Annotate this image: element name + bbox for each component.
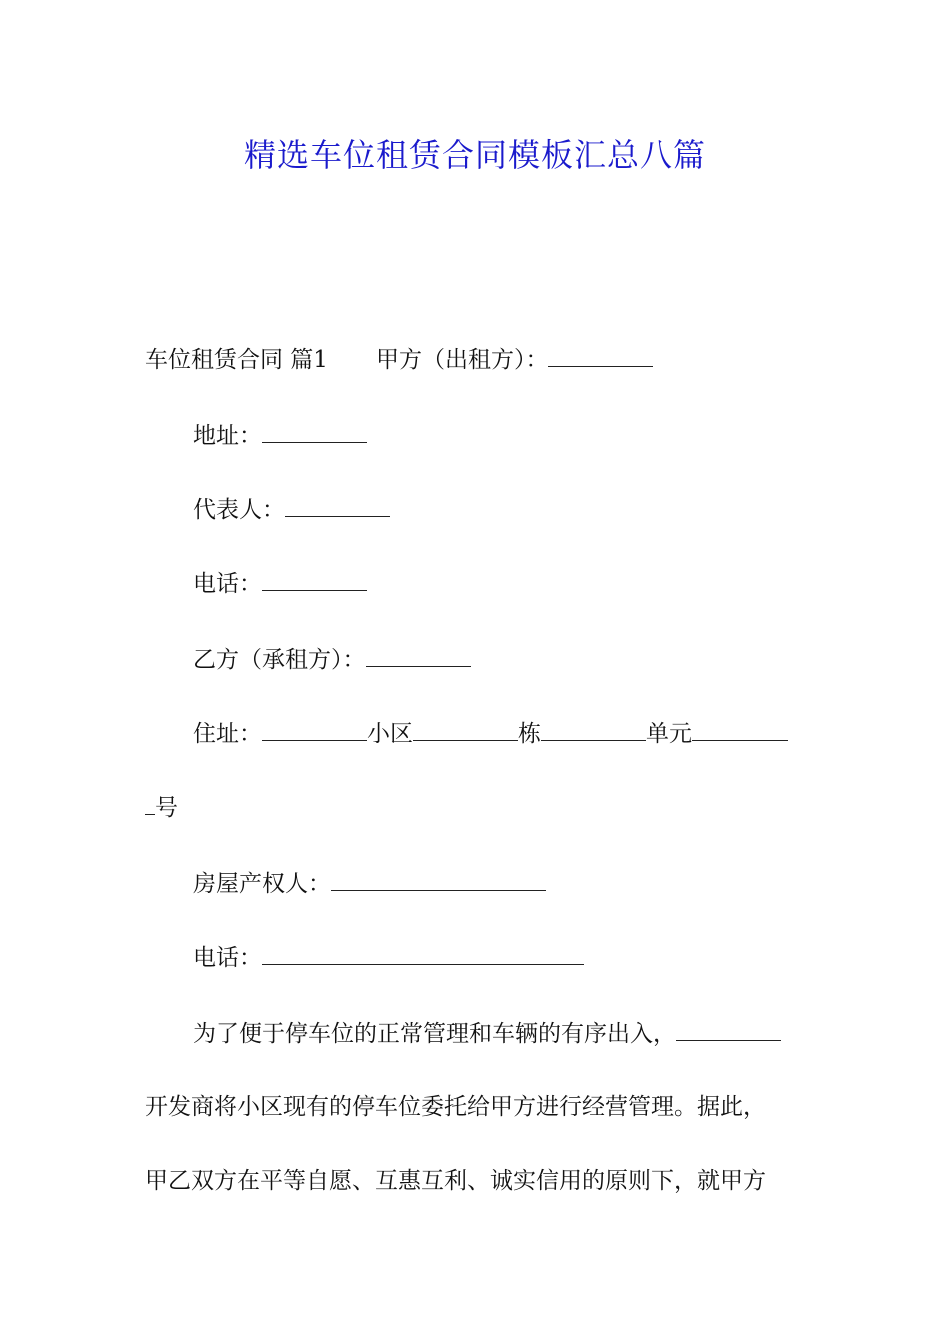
paragraph-line-3 (145, 1166, 766, 1196)
building-label: 栋 (518, 721, 541, 747)
community-blank[interactable] (413, 718, 518, 741)
address-label: 地址： (193, 423, 262, 449)
paragraph-text-3: 甲乙双方在平等自愿、互惠互利、诚实信用的原则下，就甲方 (145, 1168, 766, 1194)
number-label: 号 (155, 795, 178, 821)
representative-line (193, 494, 390, 525)
unit-label: 单元 (646, 721, 692, 747)
party-a-line (145, 344, 653, 375)
owner-label: 房屋产权人： (193, 871, 331, 897)
document-title: 精选车位租赁合同模板汇总八篇 (243, 136, 706, 174)
section-heading: 车位租赁合同 篇1 (145, 347, 328, 373)
paragraph-line-2 (145, 1092, 766, 1122)
address-blank[interactable] (262, 420, 367, 443)
representative-label: 代表人： (193, 497, 285, 523)
phone2-blank[interactable] (262, 942, 584, 965)
phone2-line (193, 942, 584, 973)
party-b-blank[interactable] (366, 644, 471, 667)
phone-label: 电话： (193, 571, 262, 597)
residence-blank[interactable] (262, 718, 367, 741)
party-b-label: 乙方（承租方）： (193, 647, 366, 673)
number-line (145, 792, 178, 823)
owner-blank[interactable] (331, 868, 546, 891)
representative-blank[interactable] (285, 494, 390, 517)
community-label: 小区 (367, 721, 413, 747)
phone-line (193, 568, 367, 599)
owner-line (193, 868, 546, 899)
paragraph-line-1 (193, 1018, 781, 1049)
party-b-line (193, 644, 471, 675)
residence-label: 住址： (193, 721, 262, 747)
number-blank[interactable] (145, 792, 155, 815)
unit-blank[interactable] (692, 718, 788, 741)
paragraph-text-1: 为了便于停车位的正常管理和车辆的有序出入， (193, 1021, 676, 1047)
phone2-label: 电话： (193, 945, 262, 971)
party-a-blank[interactable] (548, 344, 653, 367)
developer-blank[interactable] (676, 1018, 781, 1041)
phone-blank[interactable] (262, 568, 367, 591)
party-a-label: 甲方（出租方）： (375, 347, 549, 373)
paragraph-text-2: 开发商将小区现有的停车位委托给甲方进行经营管理。据此， (145, 1094, 766, 1120)
building-blank[interactable] (541, 718, 646, 741)
residence-line (193, 718, 788, 749)
address-line (193, 420, 367, 451)
